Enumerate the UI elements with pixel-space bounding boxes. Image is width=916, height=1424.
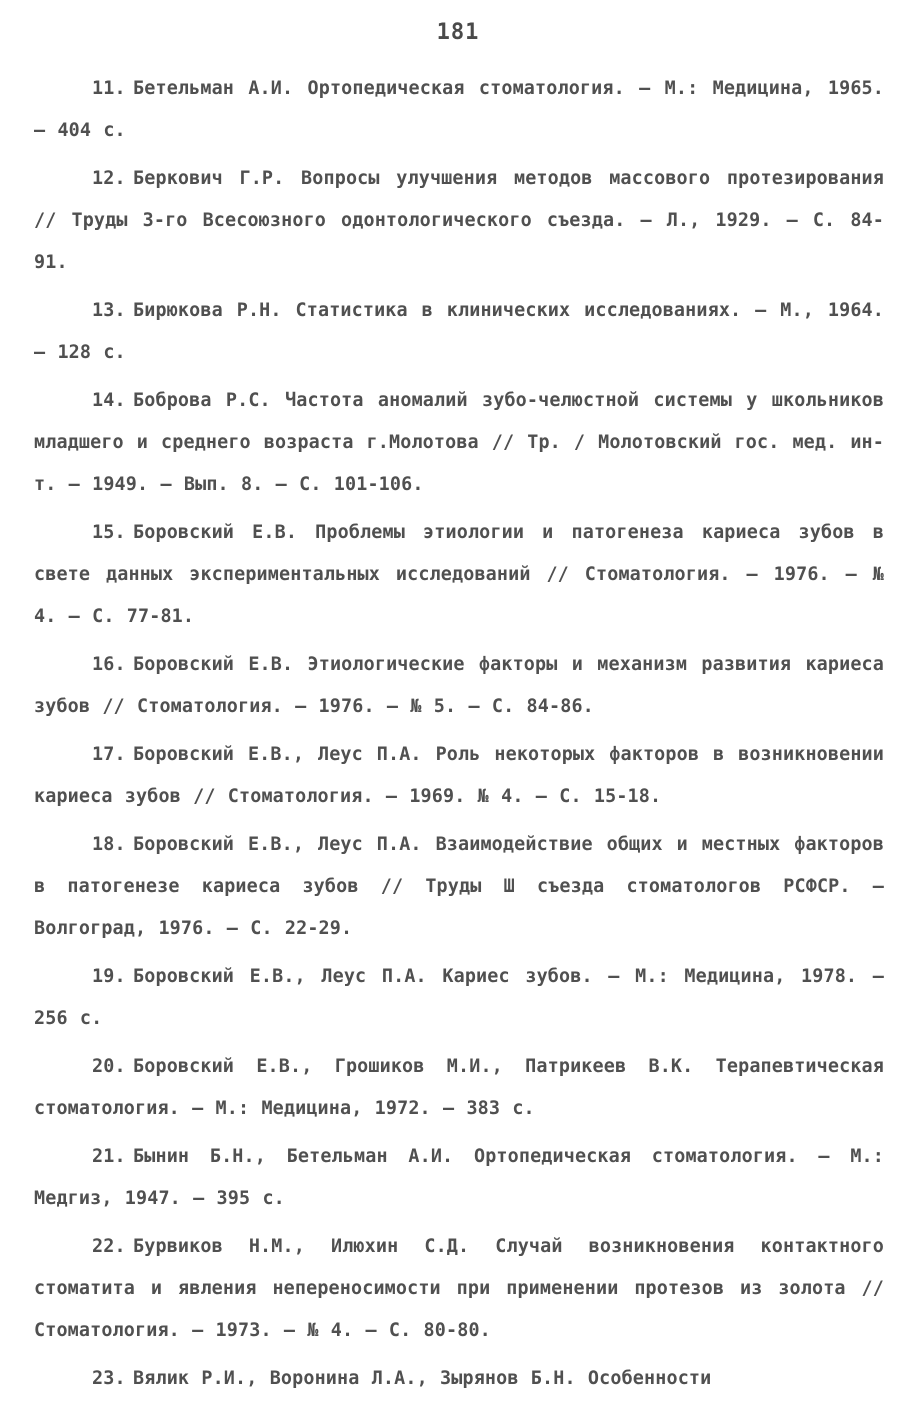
reference-text: Боровский Е.В., Леус П.А. Взаимодействие общих и местных факторов в патогенезе кариеса зубов // Труды Ш съезда стоматологов РСФСР. – Волгоград, 1976. – С. 22-29.	[34, 834, 884, 939]
reference-number: 17.	[92, 744, 126, 765]
reference-item	[34, 1046, 884, 1130]
reference-number: 18.	[92, 834, 126, 855]
reference-text: Боровский Е.В., Леус П.А. Роль некоторых факторов в возникновении кариеса зубов // Стоматология. – 1969. № 4. – С. 15-18.	[34, 744, 884, 807]
reference-number: 20.	[92, 1056, 126, 1077]
reference-item	[34, 512, 884, 638]
reference-item	[34, 290, 884, 374]
reference-item	[34, 824, 884, 950]
reference-number: 14.	[92, 390, 126, 411]
reference-number: 16.	[92, 654, 126, 675]
reference-number: 11.	[92, 78, 126, 99]
reference-item	[34, 68, 884, 152]
reference-number: 15.	[92, 522, 126, 543]
reference-number: 23.	[92, 1368, 126, 1389]
reference-item	[34, 644, 884, 728]
reference-number: 13.	[92, 300, 126, 321]
reference-list	[34, 68, 884, 1406]
reference-item	[34, 1136, 884, 1220]
reference-text: Бурвиков Н.М., Илюхин С.Д. Случай возникновения контактного стоматита и явления непереносимости при применении протезов из золота // Стоматология. – 1973. – № 4. – С. 80-80.	[34, 1236, 884, 1341]
reference-text: Бирюкова Р.Н. Статистика в клинических исследованиях. – М., 1964. – 128 с.	[34, 300, 884, 363]
reference-item	[34, 1226, 884, 1352]
reference-item	[34, 158, 884, 284]
reference-text: Боровский Е.В. Проблемы этиологии и патогенеза кариеса зубов в свете данных экспериментальных исследований // Стоматология. – 1976. – № 4. – С. 77-81.	[34, 522, 884, 627]
reference-number: 19.	[92, 966, 126, 987]
reference-number: 12.	[92, 168, 126, 189]
reference-text: Бетельман А.И. Ортопедическая стоматология. – М.: Медицина, 1965. – 404 с.	[34, 78, 884, 141]
reference-item	[34, 734, 884, 818]
reference-number: 21.	[92, 1146, 126, 1167]
page-number: 181	[436, 20, 480, 45]
reference-text: Боровский Е.В. Этиологические факторы и механизм развития кариеса зубов // Стоматология. – 1976. – № 5. – С. 84-86.	[34, 654, 884, 717]
reference-item	[34, 380, 884, 506]
reference-text: Боброва Р.С. Частота аномалий зубо-челюстной системы у школьников младшего и среднего возраста г.Молотова // Тр. / Молотовский гос. мед. ин-т. – 1949. – Вып. 8. – С. 101-106.	[34, 390, 884, 495]
reference-text: Вялик Р.И., Воронина Л.А., Зырянов Б.Н. Особенности	[133, 1368, 712, 1389]
reference-text: Боровский Е.В., Грошиков М.И., Патрикеев В.К. Терапевтическая стоматология. – М.: Медицина, 1972. – 383 с.	[34, 1056, 884, 1119]
reference-item	[34, 1358, 884, 1400]
reference-number: 22.	[92, 1236, 126, 1257]
reference-text: Бынин Б.Н., Бетельман А.И. Ортопедическая стоматология. – М.: Медгиз, 1947. – 395 с.	[34, 1146, 884, 1209]
reference-text: Боровский Е.В., Леус П.А. Кариес зубов. – М.: Медицина, 1978. – 256 с.	[34, 966, 884, 1029]
reference-text: Беркович Г.Р. Вопросы улучшения методов массового протезирования // Труды 3-го Всесоюзного одонтологического съезда. – Л., 1929. – С. 84-91.	[34, 168, 884, 273]
reference-item	[34, 956, 884, 1040]
